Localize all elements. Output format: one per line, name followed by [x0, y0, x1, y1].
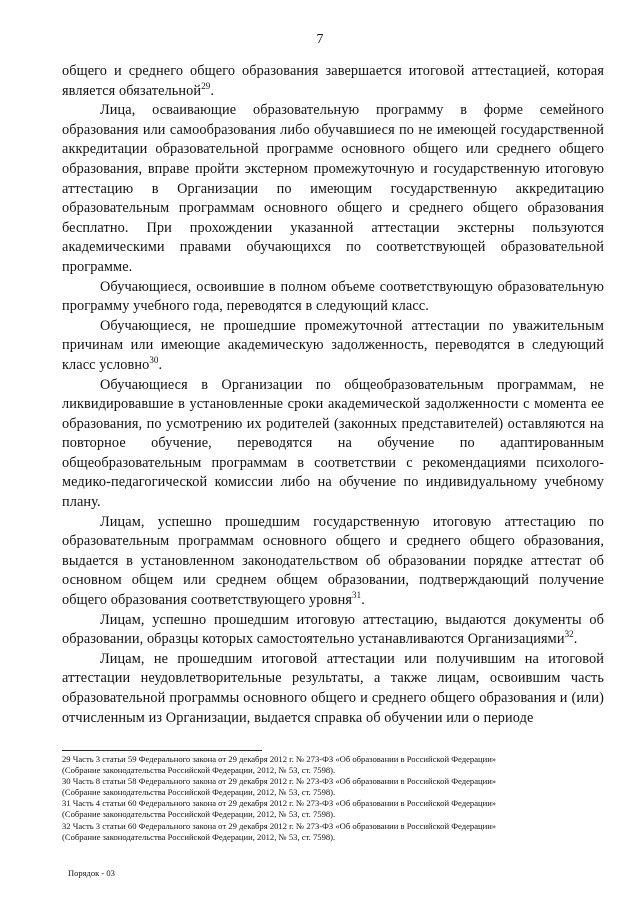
footnote: 32 Часть 3 статьи 60 Федерального закона от 29 декабря 2012 г. № 273-ФЗ «Об образовании в Российской Федерации» (Собрание законодательства Российской Федерации, 2012, № 53, ст. 7598).: [62, 820, 497, 842]
footnote-ref: 31: [352, 590, 362, 601]
footnote: 29 Часть 3 статьи 59 Федерального закона от 29 декабря 2012 г. № 273-ФЗ «Об образовании в Российской Федерации» (Собрание законодательства Российской Федерации, 2012, № 53, ст. 7598).: [62, 754, 497, 776]
paragraph: общего и среднего общего образования завершается итоговой аттестацией, которая является обязательной$^{29}$.: [62, 63, 604, 99]
paragraph: Лицам, успешно прошедшим государственную итоговую аттестацию по образовательным программам основного общего и среднего общего образования, выдается в установленном законодательством об образовании порядке аттестат об основном общем или среднем общем образовании, подтверждающий получение общего образования соответствующего уровня$^{31}$.: [62, 513, 604, 609]
footnote: 31 Часть 4 статьи 60 Федерального закона от 29 декабря 2012 г. № 273-ФЗ «Об образовании в Российской Федерации» (Собрание законодательства Российской Федерации, 2012, № 53, ст. 7598).: [62, 798, 497, 820]
footnote-ref: 32: [564, 629, 574, 640]
footnote-ref: 30: [149, 355, 159, 366]
footnotes: [62, 754, 612, 843]
paragraph: Лицам, не прошедшим итоговой аттестации или получившим на итоговой аттестации неудовлетворительные результаты, а также лицам, освоившим часть образовательной программы основного общего и среднего общего образования и (или) отчисленным из Организации, выдается справка об обучении или о периоде: [62, 650, 604, 726]
paragraph: Обучающиеся, освоившие в полном объеме соответствующую образовательную программу учебного года, переводятся в следующий класс.: [62, 278, 604, 315]
footnote-divider: [62, 750, 262, 751]
page-footer: Порядок - 03: [68, 868, 115, 878]
body-text: [62, 62, 604, 728]
paragraph: Лица, осваивающие образовательную программу в форме семейного образования или самообразования либо обучавшиеся по не имеющей государственной аккредитации образовательной программе основного общего или среднего общего образования, вправе пройти экстерном промежуточную и государственную итоговую аттестацию в Организации по имеющим государственную аккредитацию образовательным программам основного общего и среднего общего образования бесплатно. При прохождении указанной аттестации экстерны пользуются академическими правами обучающихся по соответствующей образовательной программе.: [62, 102, 604, 275]
paragraph: Обучающиеся, не прошедшие промежуточной аттестации по уважительным причинам или имеющие академическую задолженность, переводятся в следующий класс условно$^{30}$.: [62, 317, 604, 373]
footnote-ref: 29: [201, 80, 211, 91]
page-number: 7: [316, 32, 324, 47]
paragraph: Обучающиеся в Организации по общеобразовательным программам, не ликвидировавшие в установленные сроки академической задолженности с момента ее образования, по усмотрению их родителей (законных представителей) оставляются на повторное обучение, переводятся на обучение по адаптированным общеобразовательным программам в соответствии с рекомендациями психолого-медико-педагогической комиссии либо на обучение по индивидуальному учебному плану.: [62, 376, 604, 511]
paragraph: Лицам, успешно прошедшим итоговую аттестацию, выдаются документы об образовании, образцы которых самостоятельно устанавливаются Организациями$^{32}$.: [62, 611, 604, 648]
footnote: 30 Часть 8 статьи 58 Федерального закона от 29 декабря 2012 г. № 273-ФЗ «Об образовании в Российской Федерации» (Собрание законодательства Российской Федерации, 2012, № 53, ст. 7598).: [62, 776, 497, 798]
